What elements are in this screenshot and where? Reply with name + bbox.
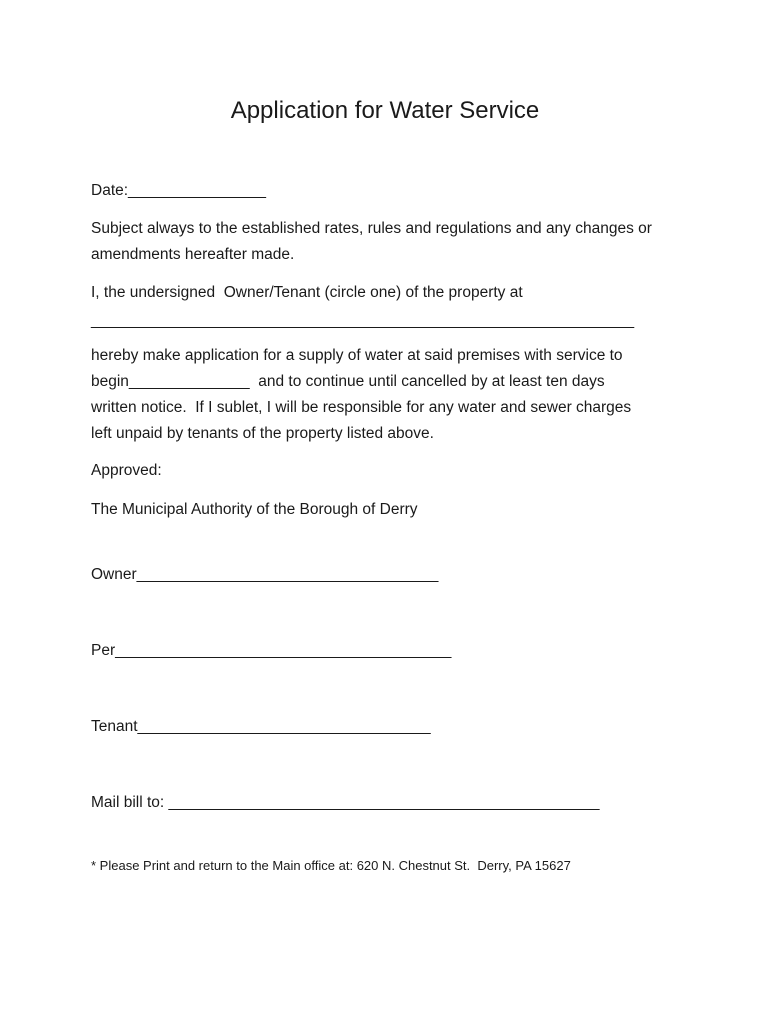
subject-text-line-1: Subject always to the established rates, rules and regulations and any changes or — [91, 220, 652, 237]
authority-name: The Municipal Authority of the Borough of Derry — [91, 501, 418, 518]
date-field-line: Date:________________ — [91, 182, 266, 199]
subject-text-line-2: amendments hereafter made. — [91, 246, 295, 263]
approved-label: Approved: — [91, 462, 162, 479]
owner-signature-line: Owner___________________________________ — [91, 566, 439, 583]
property-address-line: _______________________________________________________________ — [91, 312, 635, 329]
per-signature-line: Per_______________________________________ — [91, 642, 452, 659]
application-text-line-4: left unpaid by tenants of the property listed above. — [91, 425, 434, 442]
application-text-line-3: written notice. If I sublet, I will be responsible for any water and sewer charges — [91, 399, 632, 416]
tenant-signature-line: Tenant__________________________________ — [91, 718, 431, 735]
mail-bill-to-line: Mail bill to: __________________________________________________ — [91, 794, 600, 811]
undersigned-text: I, the undersigned Owner/Tenant (circle one) of the property at — [91, 284, 523, 301]
application-text-line-1: hereby make application for a supply of water at said premises with service to — [91, 347, 623, 364]
document-title: Application for Water Service — [230, 97, 540, 124]
application-text-line-2: begin______________ and to continue until cancelled by at least ten days — [91, 373, 605, 390]
return-instructions-footnote: * Please Print and return to the Main office at: 620 N. Chestnut St. Derry, PA 15627 — [91, 858, 571, 873]
